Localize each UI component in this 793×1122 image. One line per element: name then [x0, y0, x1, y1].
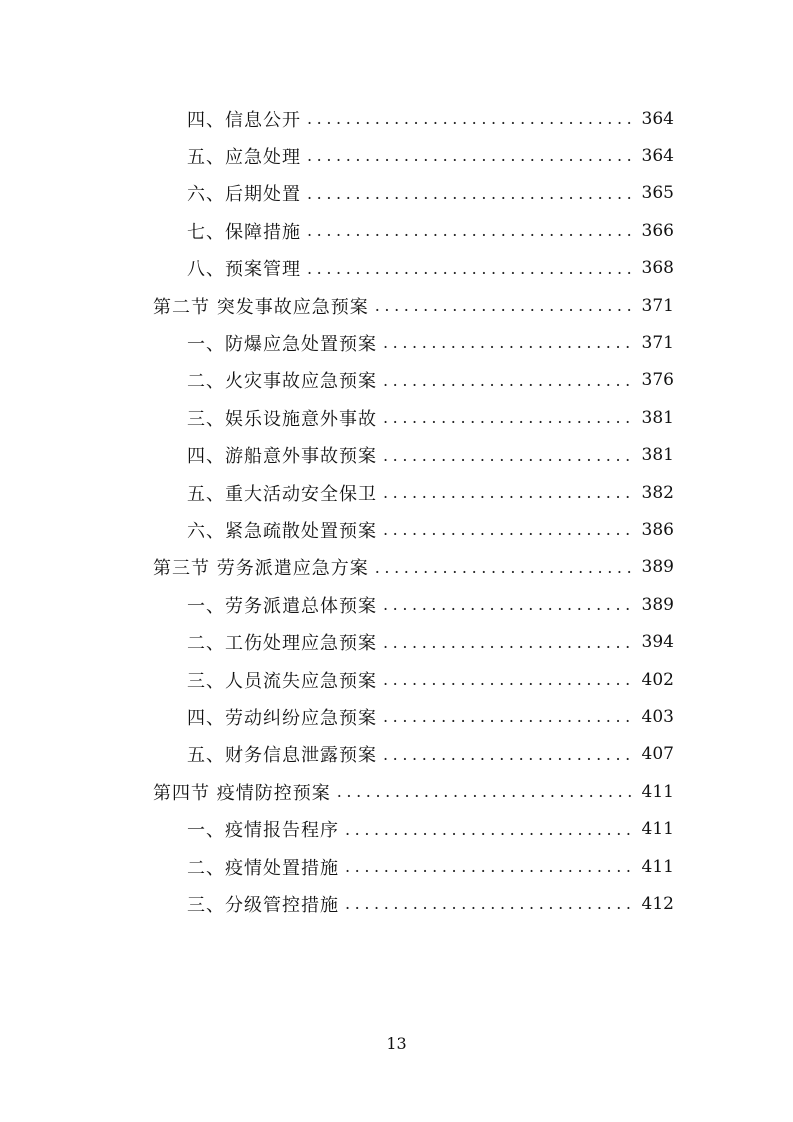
- toc-leader-dots: [383, 633, 636, 652]
- toc-entry[interactable]: [187, 137, 674, 174]
- toc-entry-label: 三、人员流失应急预案: [187, 670, 377, 692]
- toc-entry-page-number: 365: [641, 183, 674, 204]
- toc-entry-label: 六、紧急疏散处置预案: [187, 520, 377, 542]
- toc-leader-dots: [375, 296, 636, 315]
- toc-entry[interactable]: [187, 474, 674, 511]
- toc-leader-dots: [383, 371, 636, 390]
- toc-entry-page-number: 368: [641, 258, 674, 279]
- toc-entry-page-number: 389: [641, 557, 674, 578]
- toc-entry[interactable]: [187, 362, 674, 399]
- toc-entry-label: 八、预案管理: [187, 259, 301, 281]
- toc-leader-dots: [307, 184, 636, 203]
- toc-entry[interactable]: [187, 848, 674, 885]
- toc-entry[interactable]: [187, 885, 674, 922]
- toc-entry[interactable]: [153, 549, 674, 586]
- toc-entry-page-number: 412: [641, 893, 674, 914]
- toc-entry-label: 二、火灾事故应急预案: [187, 371, 377, 393]
- toc-entry-page-number: 382: [641, 482, 674, 503]
- toc-entry-page-number: 389: [641, 594, 674, 615]
- toc-entry-page-number: 366: [641, 220, 674, 241]
- toc-leader-dots: [307, 109, 636, 128]
- toc-entry-page-number: 376: [641, 370, 674, 391]
- toc-leader-dots: [345, 894, 636, 913]
- toc-leader-dots: [375, 558, 636, 577]
- toc-entry-label: 六、后期处置: [187, 184, 301, 206]
- toc-entry-label: 一、防爆应急处置预案: [187, 333, 377, 355]
- toc-entry-page-number: 371: [641, 295, 674, 316]
- toc-entry[interactable]: [187, 324, 674, 361]
- toc-entry-label: 二、工伤处理应急预案: [187, 633, 377, 655]
- toc-entry-page-number: 364: [641, 145, 674, 166]
- toc-entry-label: 第四节 疫情防控预案: [153, 782, 331, 804]
- toc-leader-dots: [383, 707, 636, 726]
- toc-leader-dots: [383, 595, 636, 614]
- toc-entry-label: 七、保障措施: [187, 221, 301, 243]
- toc-entry-label: 三、娱乐设施意外事故: [187, 408, 377, 430]
- toc-entry[interactable]: [187, 100, 674, 137]
- toc-leader-dots: [345, 820, 636, 839]
- toc-leader-dots: [307, 146, 636, 165]
- toc-leader-dots: [383, 670, 636, 689]
- toc-entry[interactable]: [187, 586, 674, 623]
- toc-entry[interactable]: [153, 773, 674, 810]
- toc-entry[interactable]: [187, 175, 674, 212]
- toc-entry-page-number: 371: [641, 332, 674, 353]
- toc-entry-label: 五、应急处理: [187, 146, 301, 168]
- toc-leader-dots: [383, 520, 636, 539]
- toc-entry-page-number: 403: [641, 706, 674, 727]
- toc-entry[interactable]: [187, 624, 674, 661]
- toc-entry-page-number: 402: [641, 669, 674, 690]
- toc-entry[interactable]: [187, 437, 674, 474]
- toc-leader-dots: [383, 446, 636, 465]
- toc-entry[interactable]: [187, 811, 674, 848]
- toc-entry-page-number: 386: [641, 519, 674, 540]
- toc-leader-dots: [337, 782, 636, 801]
- toc-entry-label: 第三节 劳务派遣应急方案: [153, 558, 369, 580]
- toc-entry[interactable]: [187, 212, 674, 249]
- toc-entry-label: 四、游船意外事故预案: [187, 446, 377, 468]
- toc-entry[interactable]: [187, 511, 674, 548]
- toc-entry-page-number: 381: [641, 445, 674, 466]
- toc-entry[interactable]: [153, 287, 674, 324]
- toc-leader-dots: [345, 857, 636, 876]
- toc-entry[interactable]: [187, 250, 674, 287]
- toc-entry-page-number: 394: [641, 632, 674, 653]
- toc-entry-label: 四、信息公开: [187, 109, 301, 131]
- toc-entry-page-number: 364: [641, 108, 674, 129]
- toc-entry-label: 四、劳动纠纷应急预案: [187, 707, 377, 729]
- toc-entry-label: 三、分级管控措施: [187, 894, 339, 916]
- toc-entry[interactable]: [187, 661, 674, 698]
- toc-entry-page-number: 407: [641, 744, 674, 765]
- toc-entry-page-number: 411: [641, 781, 674, 802]
- toc-entry[interactable]: [187, 736, 674, 773]
- page-number: 13: [386, 1034, 407, 1053]
- toc-leader-dots: [383, 483, 636, 502]
- toc-entry[interactable]: [187, 698, 674, 735]
- toc-entry-page-number: 381: [641, 407, 674, 428]
- toc-entry-label: 一、疫情报告程序: [187, 820, 339, 842]
- toc-leader-dots: [307, 221, 636, 240]
- toc-entry[interactable]: [187, 399, 674, 436]
- toc-entry-label: 五、重大活动安全保卫: [187, 483, 377, 505]
- toc-entry-label: 一、劳务派遣总体预案: [187, 595, 377, 617]
- toc-leader-dots: [383, 745, 636, 764]
- toc-entry-label: 第二节 突发事故应急预案: [153, 296, 369, 318]
- toc-entry-page-number: 411: [641, 856, 674, 877]
- toc-leader-dots: [383, 408, 636, 427]
- toc-entry-page-number: 411: [641, 819, 674, 840]
- toc-leader-dots: [307, 259, 636, 278]
- toc-entry-label: 二、疫情处置措施: [187, 857, 339, 879]
- toc-leader-dots: [383, 333, 636, 352]
- toc-entry-label: 五、财务信息泄露预案: [187, 745, 377, 767]
